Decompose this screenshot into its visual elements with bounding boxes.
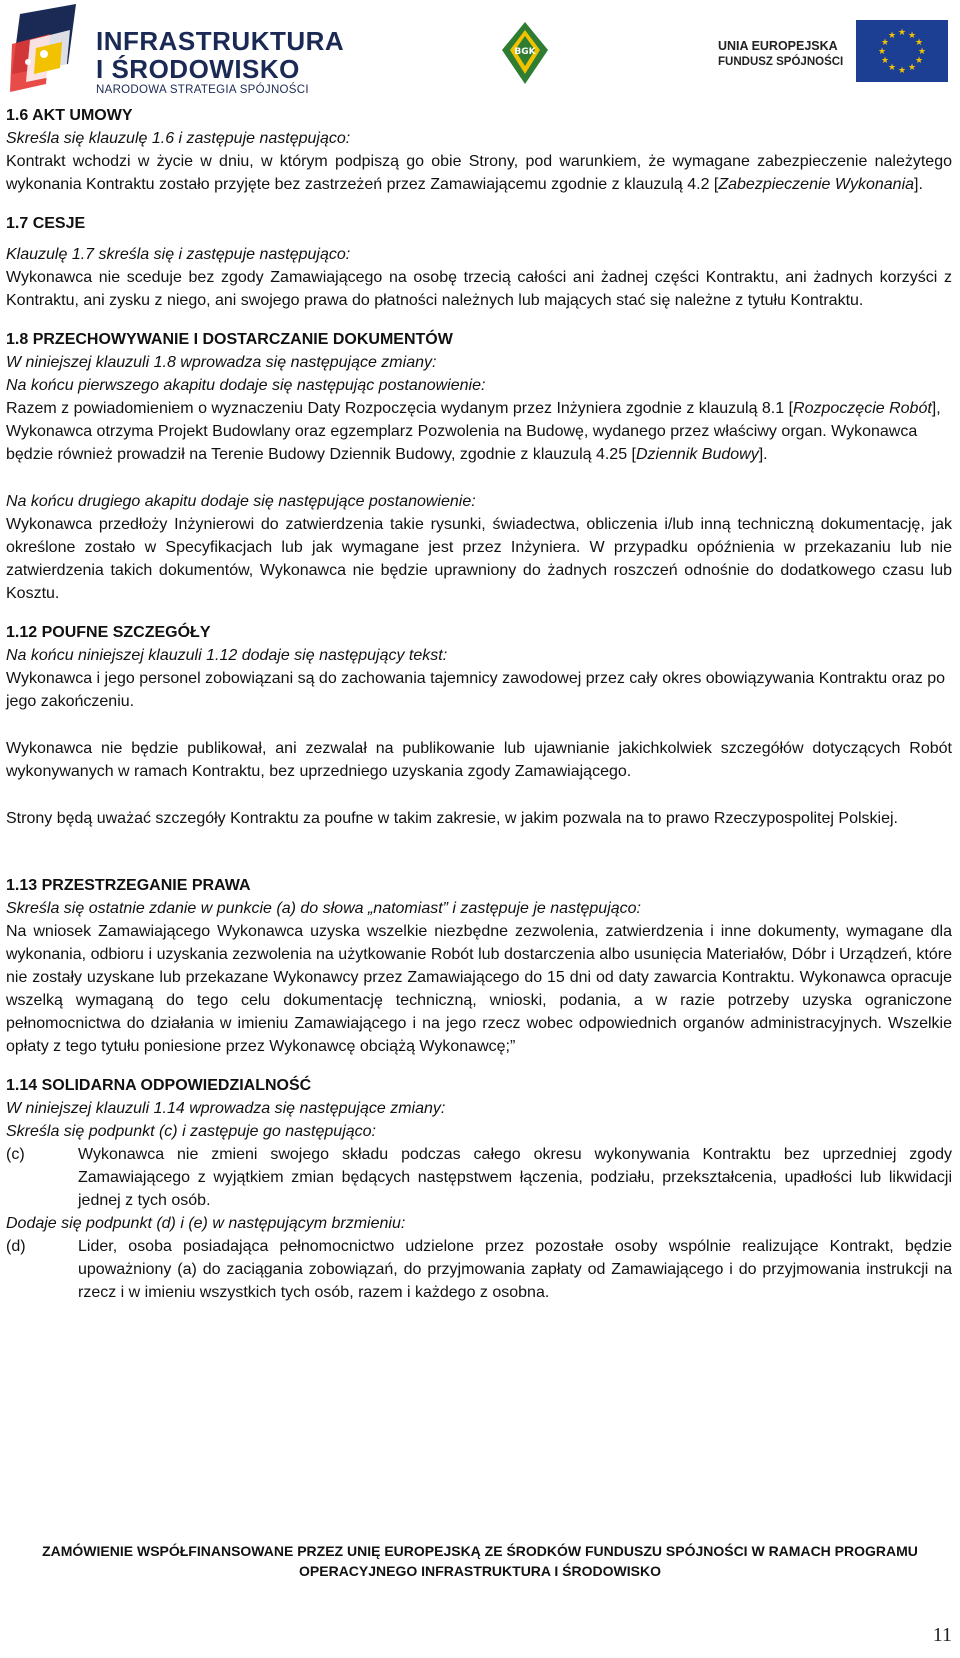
instruction-1-8-a: W niniejszej klauzuli 1.8 wprowadza się następujące zmiany: xyxy=(6,354,437,371)
page-header xyxy=(0,0,960,100)
instruction-1-14-c: Dodaje się podpunkt (d) i (e) w następującym brzmieniu: xyxy=(6,1215,406,1232)
instruction-1-6: Skreśla się klauzulę 1.6 i zastępuje następująco: xyxy=(6,130,351,147)
instruction-1-7: Klauzulę 1.7 skreśla się i zastępuje następująco: xyxy=(6,246,351,263)
instruction-1-12: Na końcu niniejszej klauzuli 1.12 dodaje się następujący tekst: xyxy=(6,647,448,664)
paragraph-1-12-b: Wykonawca nie będzie publikował, ani zezwalał na publikowanie lub ujawnianie jakichkolwiek szczegółów dotyczących Robót wykonywanych w ramach Kontraktu, bez uprzedniego uzyskania zgody Zamawiającego. xyxy=(6,740,952,780)
svg-text:★: ★ xyxy=(897,66,907,76)
svg-text:★: ★ xyxy=(880,56,890,66)
svg-text:BGK: BGK xyxy=(514,47,536,57)
svg-text:★: ★ xyxy=(917,47,927,57)
svg-text:★: ★ xyxy=(880,38,890,48)
heading-1-12: 1.12 POUFNE SZCZEGÓŁY xyxy=(6,624,211,641)
svg-text:★: ★ xyxy=(887,31,897,41)
heading-1-13: 1.13 PRZESTRZEGANIE PRAWA xyxy=(6,877,251,894)
paragraph-1-8-b: Wykonawca przedłoży Inżynierowi do zatwierdzenia takie rysunki, świadectwa, obliczenia i/lub inną techniczną dokumentację, jak określone zostało w Specyfikacjach lub jak wymagane jest przez Inżyniera. W przypadku opóźnienia w przekazaniu lub nie zatwierdzenia takich dokumentów, Wykonawca nie będzie uprawniony do żadnych roszczeń odnośnie do dodatkowego czasu lub Kosztu. xyxy=(6,516,952,602)
eu-stars-icon xyxy=(856,20,948,82)
instruction-1-14-b: Skreśla się podpunkt (c) i zastępuje go następująco: xyxy=(6,1123,376,1140)
svg-text:★: ★ xyxy=(907,63,917,73)
paragraph-1-13: Na wniosek Zamawiającego Wykonawca uzyska wszelkie niezbędne zezwolenia, zatwierdzenia i inne dokumenty, wymagane dla wykonania, odbioru i uzyskania zezwolenia na użytkowanie Robót lub dostarczenia albo usunięcia Materiałów, Dóbr i Urządzeń, które nie zostały uzyskane lub przekazane Wykonawcy przez Zamawiającego do 15 dni od daty zawarcia Kontraktu. Wykonawca opracuje wszelką wymaganą do tego celu dokumentację techniczną, wnioski, podania, a w razie potrzeby uzyska ograniczone pełnomocnictwa do działania w imieniu Zamawiającego i na jego rzecz wobec odpowiednich organów administracyjnych. Wszelkie opłaty z tego tytułu poniesione przez Wykonawcę obciążą Wykonawcę;” xyxy=(6,923,952,1055)
paragraph-1-7: Wykonawca nie sceduje bez zgody Zamawiającego na osobę trzecią całości ani żadnej części Kontraktu, ani żadnych korzyści z Kontraktu, ani zysku z niego, ani swojego prawa do płatności należnych lub mających stać się należne z tytułu Kontraktu. xyxy=(6,269,952,309)
instruction-1-13: Skreśla się ostatnie zdanie w punkcie (a) do słowa „natomiast” i zastępuje je następująco: xyxy=(6,900,641,917)
heading-1-7: 1.7 CESJE xyxy=(6,215,86,232)
nss-emblem-icon xyxy=(10,4,86,96)
eu-flag-icon xyxy=(856,20,948,82)
logo-line-infrastruktura: INFRASTRUKTURA xyxy=(96,26,345,56)
svg-text:★: ★ xyxy=(907,31,917,41)
eu-text xyxy=(718,38,846,70)
document-body xyxy=(6,104,952,1304)
text-segment: Kontrakt wchodzi w życie w dniu, w którym podpiszą go obie Strony, pod warunkiem, że wymagane zabezpieczenie należytego wykonania Kontraktu zostało przyjęte bez zastrzeżeń przez Zamawiającemu zgodnie z klauzulą 4.2 [ xyxy=(6,153,952,193)
infrastruktura-logo xyxy=(10,4,345,100)
list-label-c: (c) xyxy=(6,1146,25,1163)
bgk-logo xyxy=(500,20,550,86)
list-text-d: Lider, osoba posiadająca pełnomocnictwo udzielone przez pozostałe osoby wspólnie realizujące Kontrakt, będzie upoważniony (a) do zaciągania zobowiązań, do przyjmowania zapłaty od Zamawiającego i do przyjmowania instrukcji na rzecz i w imieniu wszystkich tych osób, razem i każdego z osobna. xyxy=(78,1238,952,1301)
eu-line-1: UNIA EUROPEJSKA xyxy=(718,39,838,53)
heading-1-14: 1.14 SOLIDARNA ODPOWIEDZIALNOŚĆ xyxy=(6,1077,312,1094)
paragraph-1-12-a: Wykonawca i jego personel zobowiązani są do zachowania tajemnicy zawodowej przez cały okres obowiązywania Kontraktu oraz po jego zakończeniu. xyxy=(6,670,946,710)
svg-text:★: ★ xyxy=(877,47,887,57)
svg-text:★: ★ xyxy=(914,38,924,48)
paragraph-1-12-c: Strony będą uważać szczegóły Kontraktu za poufne w takim zakresie, w jakim pozwala na to prawo Rzeczypospolitej Polskiej. xyxy=(6,810,898,827)
list-item-c xyxy=(6,1143,952,1212)
svg-text:★: ★ xyxy=(914,56,924,66)
eu-line-2: FUNDUSZ SPÓJNOŚCI xyxy=(718,56,844,68)
footer-line-1: ZAMÓWIENIE WSPÓŁFINANSOWANE PRZEZ UNIĘ EUROPEJSKĄ ZE ŚRODKÓW FUNDUSZU SPÓJNOŚCI W RAMACH PROGRAMU xyxy=(42,1543,918,1559)
paragraph-1-8-a xyxy=(6,397,952,466)
instruction-1-14-a: W niniejszej klauzuli 1.14 wprowadza się następujące zmiany: xyxy=(6,1100,446,1117)
clause-reference: Zabezpieczenie Wykonania xyxy=(718,176,915,193)
logo-line-strategia: NARODOWA STRATEGIA SPÓJNOŚCI xyxy=(96,84,309,96)
list-item-d xyxy=(6,1235,952,1304)
text-segment: ], Wykonawca otrzyma Projekt Budowlany oraz egzemplarz Pozwolenia na Budowę, wydanego przez właściwy organ. Wykonawca będzie również prowadził na Terenie Budowy Dziennik Budowy, zgodnie z klauzulą 4.25 [ xyxy=(6,400,941,463)
heading-1-8: 1.8 PRZECHOWYWANIE I DOSTARCZANIE DOKUMENTÓW xyxy=(6,331,453,348)
logo-line-srodowisko: I ŚRODOWISKO xyxy=(96,54,300,84)
footer-line-2: OPERACYJNEGO INFRASTRUKTURA I ŚRODOWISKO xyxy=(299,1563,661,1579)
svg-text:★: ★ xyxy=(887,63,897,73)
clause-reference: Dziennik Budowy xyxy=(636,446,759,463)
svg-text:★: ★ xyxy=(897,28,907,38)
clause-reference: Rozpoczęcie Robót xyxy=(793,400,932,417)
list-text-c: Wykonawca nie zmieni swojego składu podczas całego okresu wykonywania Kontraktu bez uprzedniej zgody Zamawiającego z wyjątkiem zmian będących następstwem łączenia, podziału, przekształcenia, upadłości lub likwidacji jednej z tych osób. xyxy=(78,1146,952,1209)
eu-logo xyxy=(718,20,952,86)
text-segment: ]. xyxy=(914,176,923,193)
paragraph-1-6 xyxy=(6,150,952,196)
text-segment: Razem z powiadomieniem o wyznaczeniu Daty Rozpoczęcia wydanym przez Inżyniera zgodnie z klauzulą 8.1 [ xyxy=(6,400,794,417)
instruction-1-8-b: Na końcu pierwszego akapitu dodaje się następując postanowienie: xyxy=(6,377,486,394)
page-footer xyxy=(0,1541,960,1581)
page-number: 11 xyxy=(932,1624,952,1646)
instruction-1-8-c: Na końcu drugiego akapitu dodaje się następujące postanowienie: xyxy=(6,493,476,510)
text-segment: ]. xyxy=(758,446,768,463)
list-label-d: (d) xyxy=(6,1238,26,1255)
bgk-emblem-icon xyxy=(500,20,550,86)
heading-1-6: 1.6 AKT UMOWY xyxy=(6,107,133,124)
